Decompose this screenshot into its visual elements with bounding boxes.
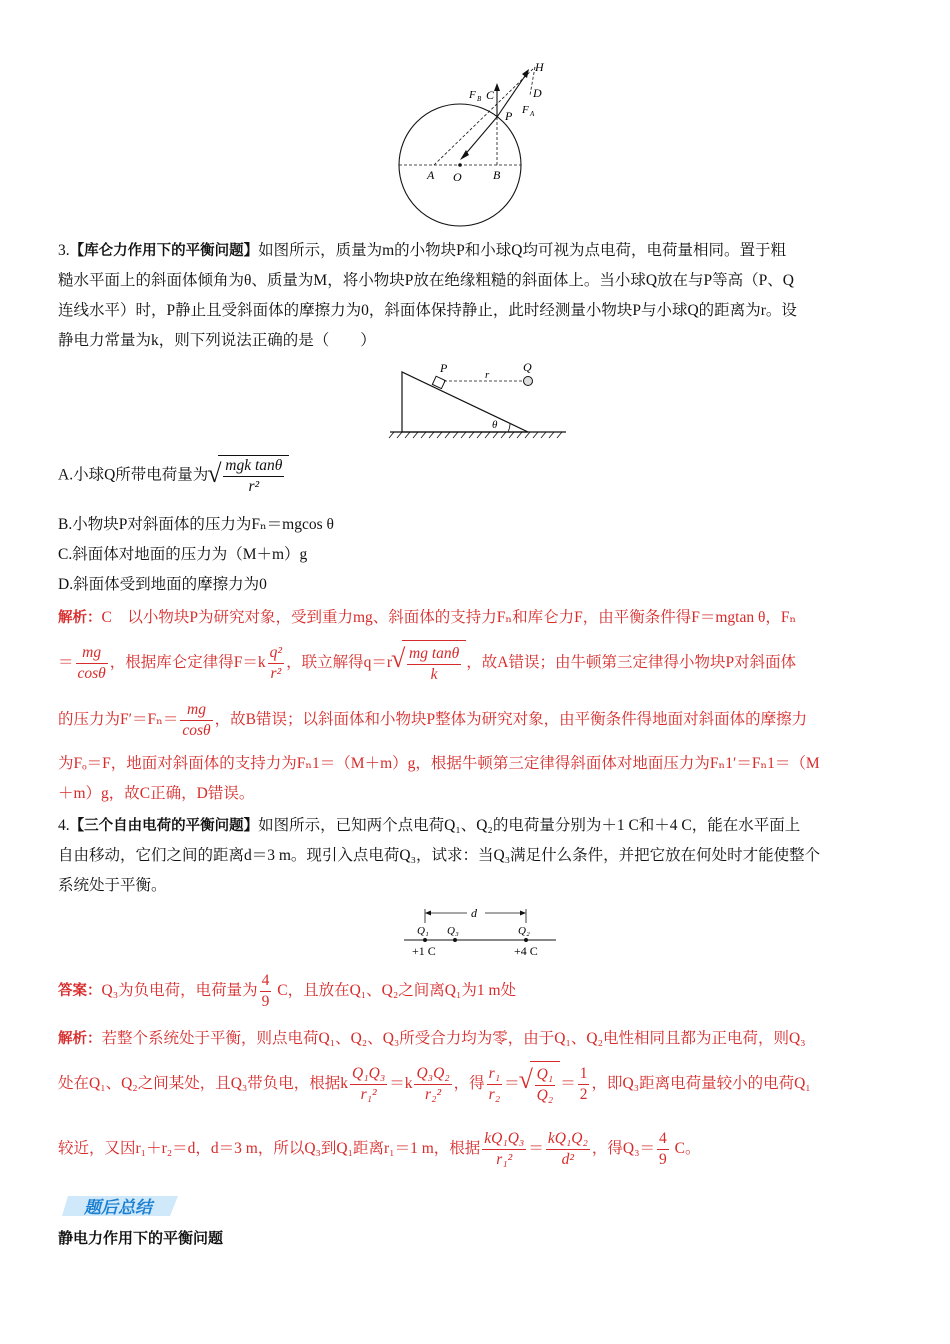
solution-text: ＝: [58, 654, 74, 672]
label-FB: F: [469, 89, 476, 101]
frac-num: 4: [657, 1129, 669, 1150]
frac-num: Q₃Q₂: [414, 1064, 451, 1085]
solution-text: ＝: [504, 1075, 520, 1093]
ball-Q: [524, 377, 533, 386]
solution-text: ，得Q₃＝: [591, 1140, 655, 1157]
frac-den: cosθ: [182, 721, 211, 739]
frac-den: r₁²: [496, 1150, 513, 1168]
frac-den: Q₂: [536, 1086, 554, 1104]
label-Q3: Q₃: [447, 925, 459, 937]
solution-label: 解析：: [58, 1031, 102, 1047]
label-P: P: [505, 109, 513, 123]
q3-stem-line: 如图所示，质量为m的小物块P和小球Q均可视为点电荷，电荷量相同。置于粗: [258, 242, 786, 259]
figure-circle-forces: [390, 55, 544, 235]
frac-den: 9: [261, 992, 270, 1010]
arrow-to-O: [463, 117, 497, 157]
frac-den: r₂: [488, 1086, 501, 1103]
frac-den: 9: [658, 1150, 667, 1168]
q3-stem-line: 静电力常量为k，则下列说法正确的是（ ）: [58, 332, 376, 349]
label-charge1: +1 C: [412, 944, 436, 958]
solution-text: ＝: [560, 1075, 576, 1093]
q4-stem-line: 系统处于平衡。: [58, 877, 167, 894]
label-P: P: [440, 361, 448, 375]
frac-den: k: [430, 665, 438, 683]
q3-option-b: B.小物块P对斜面体的压力为Fₙ＝mgcos θ: [58, 516, 334, 533]
q4-solution-line2: [58, 1061, 896, 1108]
solution-text: ，根据库仑定律得F＝k: [109, 654, 266, 672]
q4-number: 4.: [58, 817, 70, 834]
solution-text: 若整个系统处于平衡，则点电荷Q₁、Q₂、Q₃所受合力均为零，由于Q₁、Q₂电性相同且都为正电荷，则Q₃: [101, 1030, 806, 1047]
q4-solution-line1: [58, 1024, 896, 1054]
q4-title: 【三个自由电荷的平衡问题】: [69, 818, 259, 834]
q4-stem-line: 如图所示，已知两个点电荷Q₁、Q₂的电荷量分别为＋1 C和＋4 C，能在水平面上: [258, 817, 801, 834]
frac-num: kQ₁Q₃: [482, 1129, 526, 1150]
q3-title: 【库仑力作用下的平衡问题】: [69, 243, 259, 259]
frac-den: 2: [579, 1086, 588, 1103]
q3-stem-line: 连线水平）时，P静止且受斜面体的摩擦力为0，斜面体保持静止，此时经测量小物块P与小球Q的距离为r。设: [58, 302, 797, 319]
frac-den: d²: [561, 1150, 575, 1168]
frac-num: kQ₁Q₂: [546, 1129, 590, 1150]
frac-num: q²: [268, 643, 284, 664]
summary-tag: 题后总结: [84, 1198, 152, 1218]
solution-text: 处在Q₁、Q₂之间某处，且Q₃带负电，根据k: [58, 1075, 349, 1093]
q3-stem: [58, 236, 896, 356]
q4-stem-line: 自由移动，它们之间的距离d＝3 m。现引入点电荷Q₃，试求：当Q₃满足什么条件，并把它放在何处时才能使整个: [58, 847, 821, 864]
label-charge2: +4 C: [514, 944, 538, 958]
solution-text: ，得: [453, 1075, 485, 1093]
answer-label: 答案：: [58, 983, 102, 999]
solution-text: ，即Q₃距离电荷量较小的电荷Q₁: [591, 1075, 811, 1093]
q3-stem-line: 糙水平面上的斜面体倾角为θ、质量为M，将小物块P放在绝缘粗糙的斜面体上。当小球Q放在与P等高（P、Q: [58, 272, 794, 289]
q3-solution-line4: 为Fₒ＝F，地面对斜面体的支持力为Fₙ1＝（M＋m）g，根据牛顿第三定律得斜面体对地面压力为Fₙ1′＝Fₙ1＝（M: [58, 755, 820, 772]
solution-text: ，故B错误；以斜面体和小物块P整体为研究对象，由平衡条件得地面对斜面体的摩擦力: [214, 711, 808, 728]
solution-text: C 以小物块P为研究对象，受到重力mg、斜面体的支持力Fₙ和库仑力F，由平衡条件得F＝mgtan θ，Fₙ: [101, 609, 797, 626]
frac-num: √ mg tanθ: [407, 644, 461, 665]
frac-num: 4: [260, 971, 272, 992]
q3-solution-line5: ＋m）g，故C正确，D错误。: [58, 785, 255, 802]
solution-text: ，联立解得q＝r: [286, 654, 392, 672]
label-Q2: Q₂: [518, 925, 530, 937]
frac-den: r²: [270, 665, 282, 682]
option-a-den: r²: [248, 478, 260, 495]
frac-num: mg: [76, 643, 108, 664]
solution-text: ，故A错误；由牛顿第三定律得小物块P对斜面体: [466, 654, 797, 672]
q4-stem: [58, 811, 896, 901]
solution-text: ＝: [528, 1140, 544, 1157]
q3-option-c: C.斜面体对地面的压力为（M＋m）g: [58, 546, 308, 563]
label-C: C: [486, 88, 495, 102]
frac-den: cosθ: [77, 665, 106, 682]
frac-num: Q₁Q₃: [350, 1064, 387, 1085]
option-a-num: √ mgk tanθ: [223, 456, 284, 477]
dashed-A-H: [434, 67, 535, 165]
label-FB-sub: B: [477, 95, 482, 103]
q3-solution-line1: [58, 603, 896, 633]
q3-number: 3.: [58, 242, 70, 259]
label-d: d: [471, 906, 477, 920]
frac-num: √ Q₁: [535, 1065, 556, 1086]
solution-text: 较近，又因r₁＋r₂＝d，d＝3 m，所以Q₃到Q₁距离r₁＝1 m，根据: [58, 1140, 481, 1157]
label-O: O: [453, 170, 462, 184]
frac-num: 1: [578, 1064, 590, 1085]
q3-option-a: [58, 455, 289, 497]
q4-solution-line3: [58, 1126, 896, 1172]
frac-num: mg: [180, 700, 212, 721]
frac-num: r₁: [487, 1064, 502, 1085]
label-r: r: [485, 369, 490, 381]
option-a-text: A.小球Q所带电荷量为: [58, 466, 209, 484]
figure-incline: [388, 358, 568, 440]
label-FA: F: [522, 104, 529, 116]
frac-den: r₂²: [425, 1086, 442, 1103]
label-FA-sub: A: [530, 110, 535, 118]
solution-text: 的压力为F′＝Fₙ＝: [58, 711, 179, 728]
summary-title: 静电力作用下的平衡问题: [58, 1229, 224, 1247]
label-Q: Q: [523, 360, 532, 374]
answer-text: Q₃为负电荷，电荷量为: [101, 982, 258, 999]
label-Q1: Q₁: [417, 925, 429, 937]
q3-option-d: D.斜面体受到地面的摩擦力为0: [58, 576, 267, 593]
figure-charges: [400, 903, 560, 963]
label-D: D: [533, 86, 542, 100]
label-theta: θ: [492, 419, 498, 431]
frac-den: r₁²: [360, 1086, 377, 1103]
solution-text: C。: [670, 1140, 701, 1157]
solution-text: ＝k: [389, 1075, 413, 1093]
label-A: A: [427, 168, 435, 182]
label-B: B: [493, 168, 501, 182]
label-H: H: [535, 60, 544, 74]
q3-solution-line2: [58, 640, 896, 687]
solution-label: 解析：: [58, 610, 102, 626]
q3-solution-line3: [58, 697, 896, 743]
answer-text: C，且放在Q₁、Q₂之间离Q₁为1 m处: [273, 982, 517, 999]
q4-answer: [58, 968, 896, 1014]
